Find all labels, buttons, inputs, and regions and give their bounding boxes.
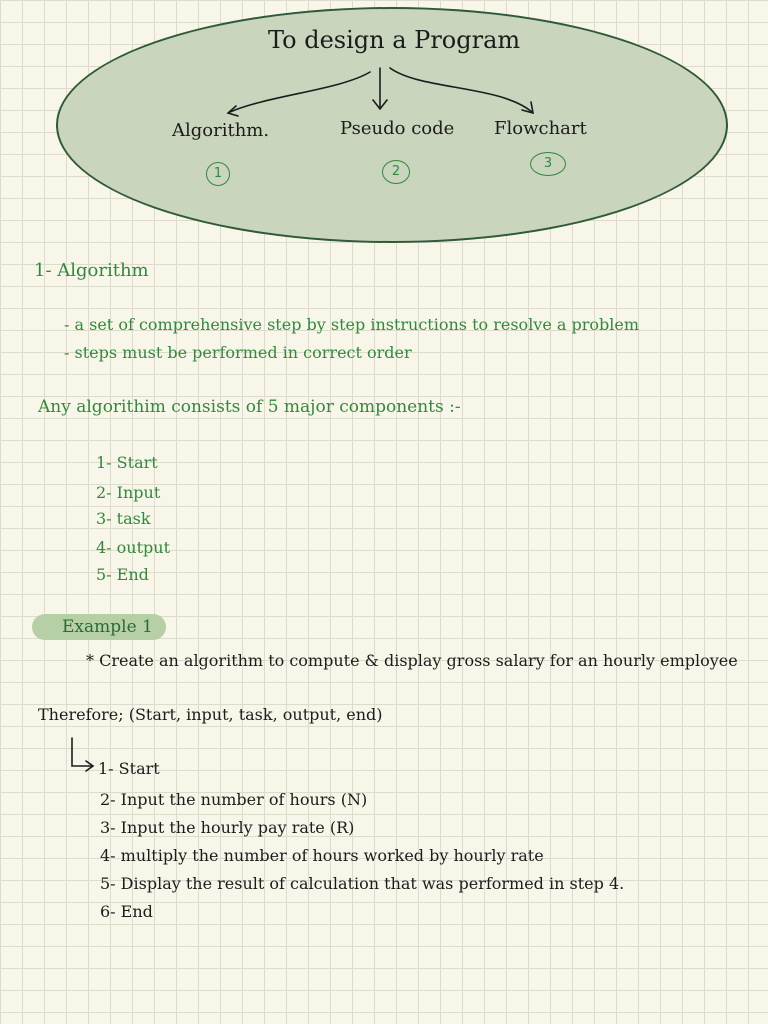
arrow-to-algorithm: [230, 72, 370, 112]
step-5: 5- Display the result of calculation that was performed in step 4.: [100, 874, 625, 893]
step-4: 4- multiply the number of hours worked by hourly rate: [100, 846, 544, 865]
step-1: 1- Start: [98, 759, 160, 778]
components-intro: Any algorithim consists of 5 major components :-: [38, 397, 461, 417]
arrow-to-flowchart: [390, 68, 532, 112]
component-1: 1- Start: [96, 453, 158, 472]
return-arrow-icon: [66, 736, 102, 776]
example-task: * Create an algorithm to compute & display gross salary for an hourly employee: [86, 651, 738, 670]
step-3: 3- Input the hourly pay rate (R): [100, 818, 355, 837]
branch-label-pseudocode: Pseudo code: [340, 118, 455, 139]
branch-number-1: 1: [206, 162, 230, 186]
bullet-1: - a set of comprehensive step by step instructions to resolve a problem: [64, 315, 640, 334]
step-6: 6- End: [100, 902, 153, 921]
component-4: 4- output: [96, 538, 171, 557]
branch-number-2: 2: [382, 160, 410, 184]
component-2: 2- Input: [96, 483, 161, 502]
bullet-2: - steps must be performed in correct order: [64, 343, 412, 362]
diagram-title: To design a Program: [268, 26, 521, 54]
branch-label-algorithm: Algorithm.: [172, 120, 270, 141]
example-label: Example 1: [62, 617, 153, 637]
component-5: 5- End: [96, 565, 149, 584]
branch-label-flowchart: Flowchart: [494, 118, 587, 139]
therefore-line: Therefore; (Start, input, task, output, end): [38, 705, 383, 724]
component-3: 3- task: [96, 509, 151, 528]
branch-number-3: 3: [530, 152, 566, 176]
step-2: 2- Input the number of hours (N): [100, 790, 368, 809]
section-heading: 1- Algorithm: [34, 260, 149, 281]
